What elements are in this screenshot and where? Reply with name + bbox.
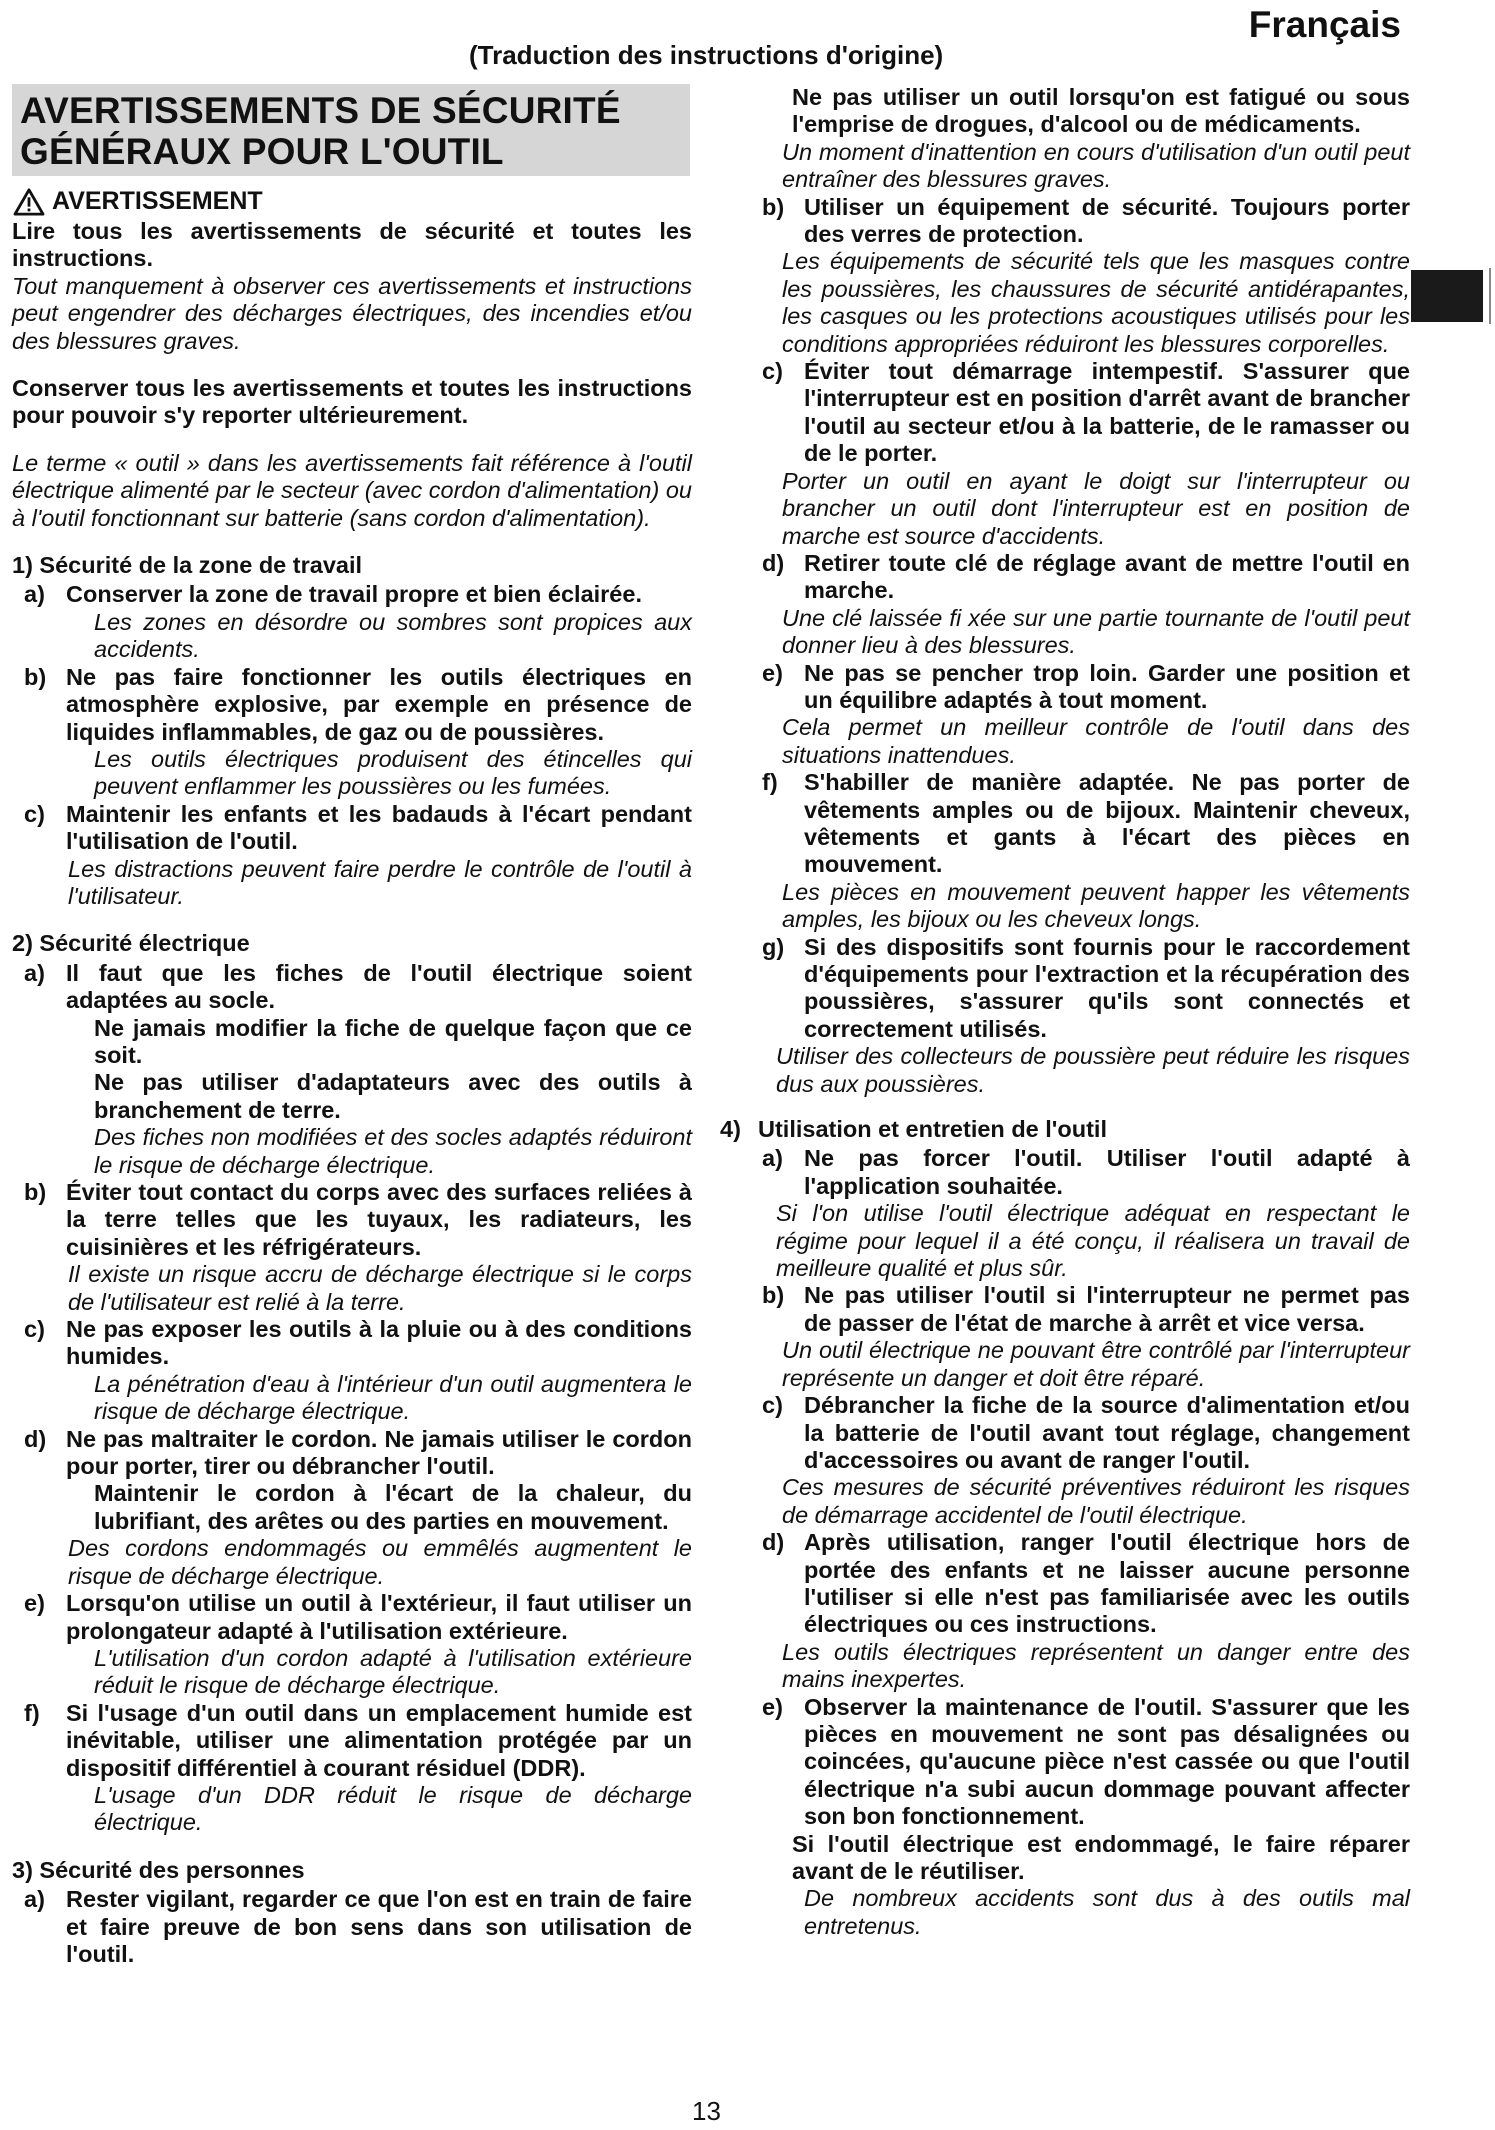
item-note: Il existe un risque accru de décharge électrique si le corps de l'utilisateur est relié à la terre. [68, 1261, 692, 1315]
section-3-title: 3) Sécurité des personnes [12, 1856, 305, 1883]
left-column [12, 84, 692, 1968]
item-label: f) [24, 1699, 40, 1726]
warning-term: Le terme « outil » dans les avertissements fait référence à l'outil électrique alimenté par le secteur (avec cordon d'alimentation) ou à l'outil fonctionnant sur batterie (sans cordon d'alimentation). [12, 449, 692, 531]
list-item [12, 1426, 692, 1481]
item-text: Ne pas se pencher trop loin. Garder une position et un équilibre adaptés à tout moment. [804, 659, 1410, 713]
list-item [12, 664, 692, 746]
warning-heading [12, 188, 692, 216]
page-title-line2: GÉNÉRAUX POUR L'OUTIL [20, 131, 504, 172]
item-text: Ne pas forcer l'outil. Utiliser l'outil adapté à l'application souhaitée. [804, 1145, 1410, 1199]
item-note: Une clé laissée fi xée sur une partie tournante de l'outil peut donner lieu à des blessures. [782, 604, 1410, 659]
item-note: Un outil électrique ne pouvant être contrôlé par l'interrupteur représente un danger et doit être réparé. [782, 1337, 1410, 1391]
item-note: Si l'on utilise l'outil électrique adéquat en respectant le régime pour lequel il a été conçu, il réalisera un travail de meilleure qualité et plus sûr. [776, 1200, 1410, 1282]
item-text: Si l'usage d'un outil dans un emplacement humide est inévitable, utiliser une alimentation protégée par un dispositif différentiel à courant résiduel (DDR). [66, 1699, 692, 1781]
item-text-2: Maintenir le cordon à l'écart de la chaleur, du lubrifiant, des arêtes ou des parties en mouvement. [94, 1480, 692, 1534]
item-text: Lorsqu'on utilise un outil à l'extérieur, il faut utiliser un prolongateur adapté à l'utilisation extérieure. [66, 1590, 692, 1644]
item-text: Retirer toute clé de réglage avant de mettre l'outil en marche. [804, 549, 1410, 604]
item-text: Ne pas maltraiter le cordon. Ne jamais utiliser le cordon pour porter, tirer ou débrancher l'outil. [66, 1425, 692, 1480]
item-text-2: Ne jamais modifier la fiche de quelque façon que ce soit. [94, 1014, 692, 1068]
item-text-2: Ne pas utiliser un outil lorsqu'on est fatigué ou sous l'emprise de drogues, d'alcool ou de médicaments. [792, 84, 1410, 138]
thumb-edge-line [1489, 268, 1491, 324]
item-note: De nombreux accidents sont dus à des outils mal entretenus. [804, 1885, 1410, 1939]
item-text: Ne pas utiliser l'outil si l'interrupteur ne permet pas de passer de l'état de marche à arrêt et vice versa. [804, 1282, 1410, 1336]
item-note: L'utilisation d'un cordon adapté à l'utilisation extérieure réduit le risque de décharge électrique. [94, 1644, 692, 1699]
item-text: Débrancher la fiche de la source d'alimentation et/ou la batterie de l'outil avant tout réglage, changement d'accessoires ou avant de ranger l'outil. [804, 1392, 1410, 1473]
list-item [12, 801, 692, 856]
item-label: b) [24, 1179, 47, 1205]
section-4-title [720, 1116, 1410, 1143]
list-item [12, 581, 692, 608]
item-label: d) [762, 1529, 785, 1556]
item-note: Porter un outil en ayant le doigt sur l'interrupteur ou brancher un outil dont l'interrupteur est en position de marche est source d'accidents. [782, 467, 1410, 549]
item-text: Observer la maintenance de l'outil. S'assurer que les pièces en mouvement ne sont pas désalignées ou coincées, qu'aucune pièce n'est cassée ou que l'outil électrique n'a subi aucun dommage pouvant affecter son bon fonctionnement. [804, 1693, 1410, 1830]
list-item [720, 1694, 1410, 1831]
item-text: Rester vigilant, regarder ce que l'on est en train de faire et faire preuve de bon sens dans son utilisation de l'outil. [66, 1886, 692, 1967]
item-text: Éviter tout démarrage intempestif. S'assurer que l'interrupteur est en position d'arrêt avant de brancher l'outil au secteur et/ou à la batterie, de le ramasser ou de le porter. [804, 358, 1410, 467]
warning-triangle-icon [12, 188, 46, 216]
item-note: Un moment d'inattention en cours d'utilisation d'un outil peut entraîner des blessures graves. [782, 138, 1410, 193]
item-note: Les distractions peuvent faire perdre le contrôle de l'outil à l'utilisateur. [68, 855, 692, 909]
page-title-line1: AVERTISSEMENTS DE SÉCURITÉ [20, 90, 621, 131]
item-note: Les outils électriques produisent des étincelles qui peuvent enflammer les poussières ou les fumées. [94, 745, 692, 800]
item-note: La pénétration d'eau à l'intérieur d'un outil augmentera le risque de décharge électrique. [94, 1370, 692, 1425]
warning-failure: Tout manquement à observer ces avertissements et instructions peut engendrer des décharges électriques, des incendies et/ou des blessures graves. [12, 272, 692, 354]
item-label: g) [762, 933, 785, 960]
item-text: Ne pas exposer les outils à la pluie ou à des conditions humides. [66, 1316, 692, 1370]
item-label: c) [24, 1316, 45, 1343]
list-item [12, 1590, 692, 1645]
list-item [720, 1145, 1410, 1200]
right-column [720, 84, 1410, 1940]
item-note: Des cordons endommagés ou emmêlés augmentent le risque de décharge électrique. [68, 1535, 692, 1589]
list-item [720, 550, 1410, 605]
list-item [12, 1316, 692, 1371]
list-item [720, 660, 1410, 715]
item-note: Ces mesures de sécurité préventives réduiront les risques de démarrage accidentel de l'outil électrique. [782, 1474, 1410, 1528]
item-text: Ne pas faire fonctionner les outils électriques en atmosphère explosive, par exemple en présence de liquides inflammables, de gaz ou de poussières. [66, 663, 692, 745]
item-label: a) [762, 1145, 783, 1172]
item-label: c) [762, 358, 783, 385]
list-item [720, 1392, 1410, 1474]
list-item [720, 1529, 1410, 1639]
item-text-3: Ne pas utiliser d'adaptateurs avec des outils à branchement de terre. [94, 1069, 692, 1123]
item-label: d) [24, 1425, 47, 1452]
list-item [720, 1282, 1410, 1337]
section-title-box [12, 84, 690, 176]
item-text: Éviter tout contact du corps avec des surfaces reliées à la terre telles que les tuyaux, les radiateurs, les cuisinières et les réfrigérateurs. [66, 1179, 692, 1260]
section-2-title: 2) Sécurité électrique [12, 930, 250, 957]
list-item [720, 934, 1410, 1044]
item-label: b) [762, 193, 785, 220]
item-label: a) [24, 959, 45, 986]
item-label: c) [24, 800, 45, 827]
list-item [720, 358, 1410, 468]
warning-label: AVERTISSEMENT [52, 187, 263, 216]
warning-read-all: Lire tous les avertissements de sécurité et toutes les instructions. [12, 218, 692, 272]
item-label: e) [24, 1590, 45, 1617]
item-text: Maintenir les enfants et les badauds à l'écart pendant l'utilisation de l'outil. [66, 800, 692, 855]
section-1-title: 1) Sécurité de la zone de travail [12, 552, 363, 579]
item-text: S'habiller de manière adaptée. Ne pas porter de vêtements amples ou de bijoux. Maintenir cheveux, vêtements et gants à l'écart des pièces en mouvement. [804, 769, 1410, 878]
list-item [12, 960, 692, 1015]
item-label: c) [762, 1392, 783, 1419]
item-label: b) [762, 1282, 785, 1309]
item-text: Conserver la zone de travail propre et bien éclairée. [66, 581, 642, 608]
item-note: Des fiches non modifiées et des socles adaptés réduiront le risque de décharge électrique. [94, 1124, 692, 1178]
list-item [12, 1886, 692, 1968]
item-note: Les pièces en mouvement peuvent happer les vêtements amples, les bijoux ou les cheveux longs. [782, 878, 1410, 933]
item-label: a) [24, 581, 45, 608]
language-label: Français [1248, 4, 1401, 45]
section-thumb-tab [1411, 270, 1483, 322]
item-note: Les zones en désordre ou sombres sont propices aux accidents. [94, 608, 692, 663]
section-4-number: 4) [720, 1116, 741, 1143]
section-4-label: Utilisation et entretien de l'outil [758, 1116, 1107, 1143]
list-item [12, 1700, 692, 1782]
item-label: e) [762, 1693, 783, 1720]
item-text: Utiliser un équipement de sécurité. Toujours porter des verres de protection. [804, 193, 1410, 248]
translation-note: (Traduction des instructions d'origine) [469, 40, 944, 70]
item-text: Si des dispositifs sont fournis pour le raccordement d'équipements pour l'extraction et la récupération des poussières, s'assurer qu'ils sont connectés et correctement utilisés. [804, 933, 1410, 1042]
item-text: Il faut que les fiches de l'outil électrique soient adaptées au socle. [66, 959, 692, 1014]
page-number: 13 [692, 2096, 721, 2126]
item-label: b) [24, 663, 47, 690]
item-label: e) [762, 659, 783, 686]
item-note: Utiliser des collecteurs de poussière peut réduire les risques dus aux poussières. [776, 1043, 1410, 1097]
list-item [720, 769, 1410, 879]
item-note: Les équipements de sécurité tels que les masques contre les poussières, les chaussures de sécurité antidérapantes, les casques ou les protections acoustiques utilisés pour les conditions appropriées réduiront les blessures corporelles. [782, 248, 1410, 357]
item-label: f) [762, 769, 778, 796]
item-label: d) [762, 549, 785, 576]
item-text-2: Si l'outil électrique est endommagé, le faire réparer avant de le réutiliser. [792, 1830, 1410, 1884]
list-item [12, 1179, 692, 1261]
item-note: Cela permet un meilleur contrôle de l'outil dans des situations inattendues. [782, 714, 1410, 768]
item-label: a) [24, 1886, 45, 1913]
item-note: L'usage d'un DDR réduit le risque de décharge électrique. [94, 1781, 692, 1836]
warning-keep: Conserver tous les avertissements et toutes les instructions pour pouvoir s'y reporter ultérieurement. [12, 375, 692, 429]
item-note: Les outils électriques représentent un danger entre des mains inexpertes. [782, 1638, 1410, 1693]
list-item [720, 194, 1410, 249]
item-text: Après utilisation, ranger l'outil électrique hors de portée des enfants et ne laisser aucune personne l'utiliser si elle n'est pas familiarisée avec les outils électriques ou ces instructions. [804, 1529, 1410, 1638]
